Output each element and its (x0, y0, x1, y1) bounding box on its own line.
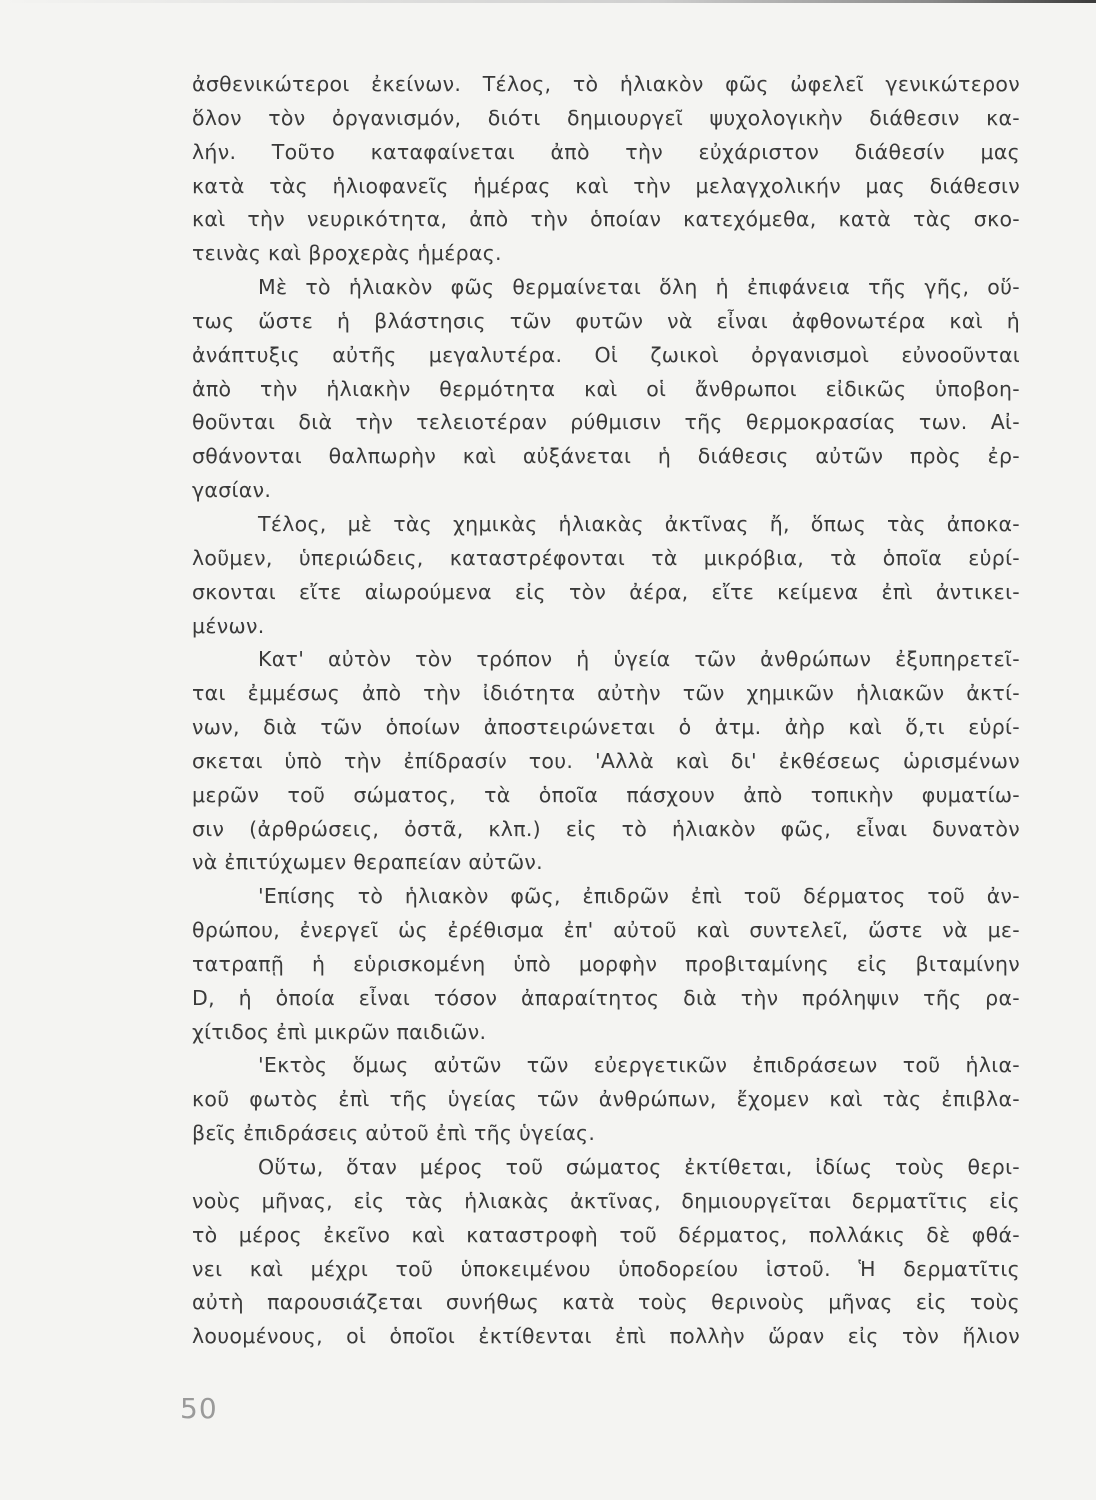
text-line: Μὲ τὸ ἡλιακὸν φῶς θερμαίνεται ὅλη ἡ ἐπιφάνεια τῆς γῆς, οὕ- (258, 275, 1020, 300)
text-line: τὸ μέρος ἐκεῖνο καὶ καταστροφὴ τοῦ δέρματος, πολλάκις δὲ φθά- (192, 1222, 1020, 1247)
text-line: μερῶν τοῦ σώματος, τὰ ὁποῖα πάσχουν ἀπὸ τοπικὴν φυματίω- (192, 782, 1020, 807)
text-line: σκεται ὑπὸ τὴν ἐπίδρασίν του. 'Αλλὰ καὶ δι' ἐκθέσεως ὡρισμένων (192, 748, 1020, 773)
text-line: σκονται εἴτε αἰωρούμενα εἰς τὸν ἀέρα, εἴτε κείμενα ἐπὶ ἀντικει- (192, 579, 1020, 604)
text-line: κατὰ τὰς ἡλιοφανεῖς ἡμέρας καὶ τὴν μελαγχολικήν μας διάθεσιν (192, 173, 1020, 198)
text-line: νὰ ἐπιτύχωμεν θεραπείαν αὐτῶν. (192, 850, 543, 875)
text-line: χίτιδος ἐπὶ μικρῶν παιδιῶν. (192, 1019, 487, 1044)
text-line: Οὕτω, ὅταν μέρος τοῦ σώματος ἐκτίθεται, ἰδίως τοὺς θερι- (258, 1155, 1020, 1179)
text-line: νων, διὰ τῶν ὁποίων ἀποστειρώνεται ὁ ἀτμ. ἀὴρ καὶ ὅ,τι εὑρί- (192, 715, 1020, 740)
text-line: ἀσθενικώτεροι ἐκείνων. Τέλος, τὸ ἡλιακὸν φῶς ὠφελεῖ γενικώτερον (192, 72, 1020, 96)
text-line: βεῖς ἐπιδράσεις αὐτοῦ ἐπὶ τῆς ὑγείας. (192, 1121, 596, 1146)
text-line: ἀνάπτυξις αὐτῆς μεγαλυτέρα. Οἱ ζωικοὶ ὀργανισμοὶ εὐνοοῦνται (192, 342, 1020, 367)
text-line: σιν (ἀρθρώσεις, ὀστᾶ, κλπ.) εἰς τὸ ἡλιακὸν φῶς, εἶναι δυνατὸν (192, 816, 1020, 841)
text-line: θρώπου, ἐνεργεῖ ὡς ἐρέθισμα ἐπ' αὐτοῦ καὶ συντελεῖ, ὥστε νὰ με- (192, 918, 1020, 943)
text-line: 'Επίσης τὸ ἡλιακὸν φῶς, ἐπιδρῶν ἐπὶ τοῦ δέρματος τοῦ ἀν- (258, 884, 1020, 909)
text-line: ὅλον τὸν ὀργανισμόν, διότι δημιουργεῖ ψυχολογικὴν διάθεσιν κα- (192, 105, 1020, 130)
text-line: θοῦνται διὰ τὴν τελειοτέραν ρύθμισιν τῆς θερμοκρασίας των. Αἰ- (192, 410, 1020, 435)
text-line: μένων. (192, 613, 265, 638)
text-line: ἀπὸ τὴν ἡλιακὴν θερμότητα καὶ οἱ ἄνθρωποι εἰδικῶς ὑποβοη- (192, 376, 1020, 401)
text-line: τατραπῇ ἡ εὑρισκομένη ὑπὸ μορφὴν προβιταμίνης εἰς βιταμίνην (192, 951, 1020, 976)
text-line: νοὺς μῆνας, εἰς τὰς ἡλιακὰς ἀκτῖνας, δημιουργεῖται δερματῖτις εἰς (192, 1188, 1020, 1213)
page-body-text (192, 68, 1020, 1354)
text-line: 'Εκτὸς ὅμως αὐτῶν τῶν εὐεργετικῶν ἐπιδράσεων τοῦ ἡλια- (258, 1053, 1020, 1078)
text-line: γασίαν. (192, 478, 272, 503)
text-line: κοῦ φωτὸς ἐπὶ τῆς ὑγείας τῶν ἀνθρώπων, ἔχομεν καὶ τὰς ἐπιβλα- (192, 1087, 1020, 1112)
text-line: ται ἐμμέσως ἀπὸ τὴν ἰδιότητα αὐτὴν τῶν χημικῶν ἡλιακῶν ἀκτί- (192, 681, 1020, 706)
text-line: λουομένους, οἱ ὁποῖοι ἐκτίθενται ἐπὶ πολλὴν ὥραν εἰς τὸν ἥλιον (192, 1324, 1020, 1349)
page-number: 50 (180, 1392, 218, 1425)
text-line: καὶ τὴν νευρικότητα, ἀπὸ τὴν ὁποίαν κατεχόμεθα, κατὰ τὰς σκο- (192, 207, 1020, 232)
text-line: Κατ' αὐτὸν τὸν τρόπον ἡ ὑγεία τῶν ἀνθρώπων ἐξυπηρετεῖ- (258, 647, 1020, 672)
text-line: σθάνονται θαλπωρὴν καὶ αὐξάνεται ἡ διάθεσις αὐτῶν πρὸς ἐρ- (192, 444, 1020, 469)
text-line: Τέλος, μὲ τὰς χημικὰς ἡλιακὰς ἀκτῖνας ἤ, ὅπως τὰς ἀποκα- (258, 511, 1020, 536)
text-line: αὐτὴ παρουσιάζεται συνήθως κατὰ τοὺς θερινοὺς μῆνας εἰς τοὺς (192, 1290, 1020, 1315)
text-line: τεινὰς καὶ βροχερὰς ἡμέρας. (192, 241, 502, 266)
text-line: τως ὥστε ἡ βλάστησις τῶν φυτῶν νὰ εἶναι ἀφθονωτέρα καὶ ἡ (192, 308, 1020, 333)
text-line: D, ἡ ὁποία εἶναι τόσον ἀπαραίτητος διὰ τὴν πρόληψιν τῆς ρα- (192, 985, 1020, 1010)
page-top-edge-shadow (0, 0, 1096, 3)
text-line: λοῦμεν, ὑπεριώδεις, καταστρέφονται τὰ μικρόβια, τὰ ὁποῖα εὑρί- (192, 545, 1020, 570)
text-line: λήν. Τοῦτο καταφαίνεται ἀπὸ τὴν εὐχάριστον διάθεσίν μας (192, 139, 1020, 164)
text-line: νει καὶ μέχρι τοῦ ὑποκειμένου ὑποδορείου ἱστοῦ. Ἡ δερματῖτις (192, 1256, 1020, 1281)
